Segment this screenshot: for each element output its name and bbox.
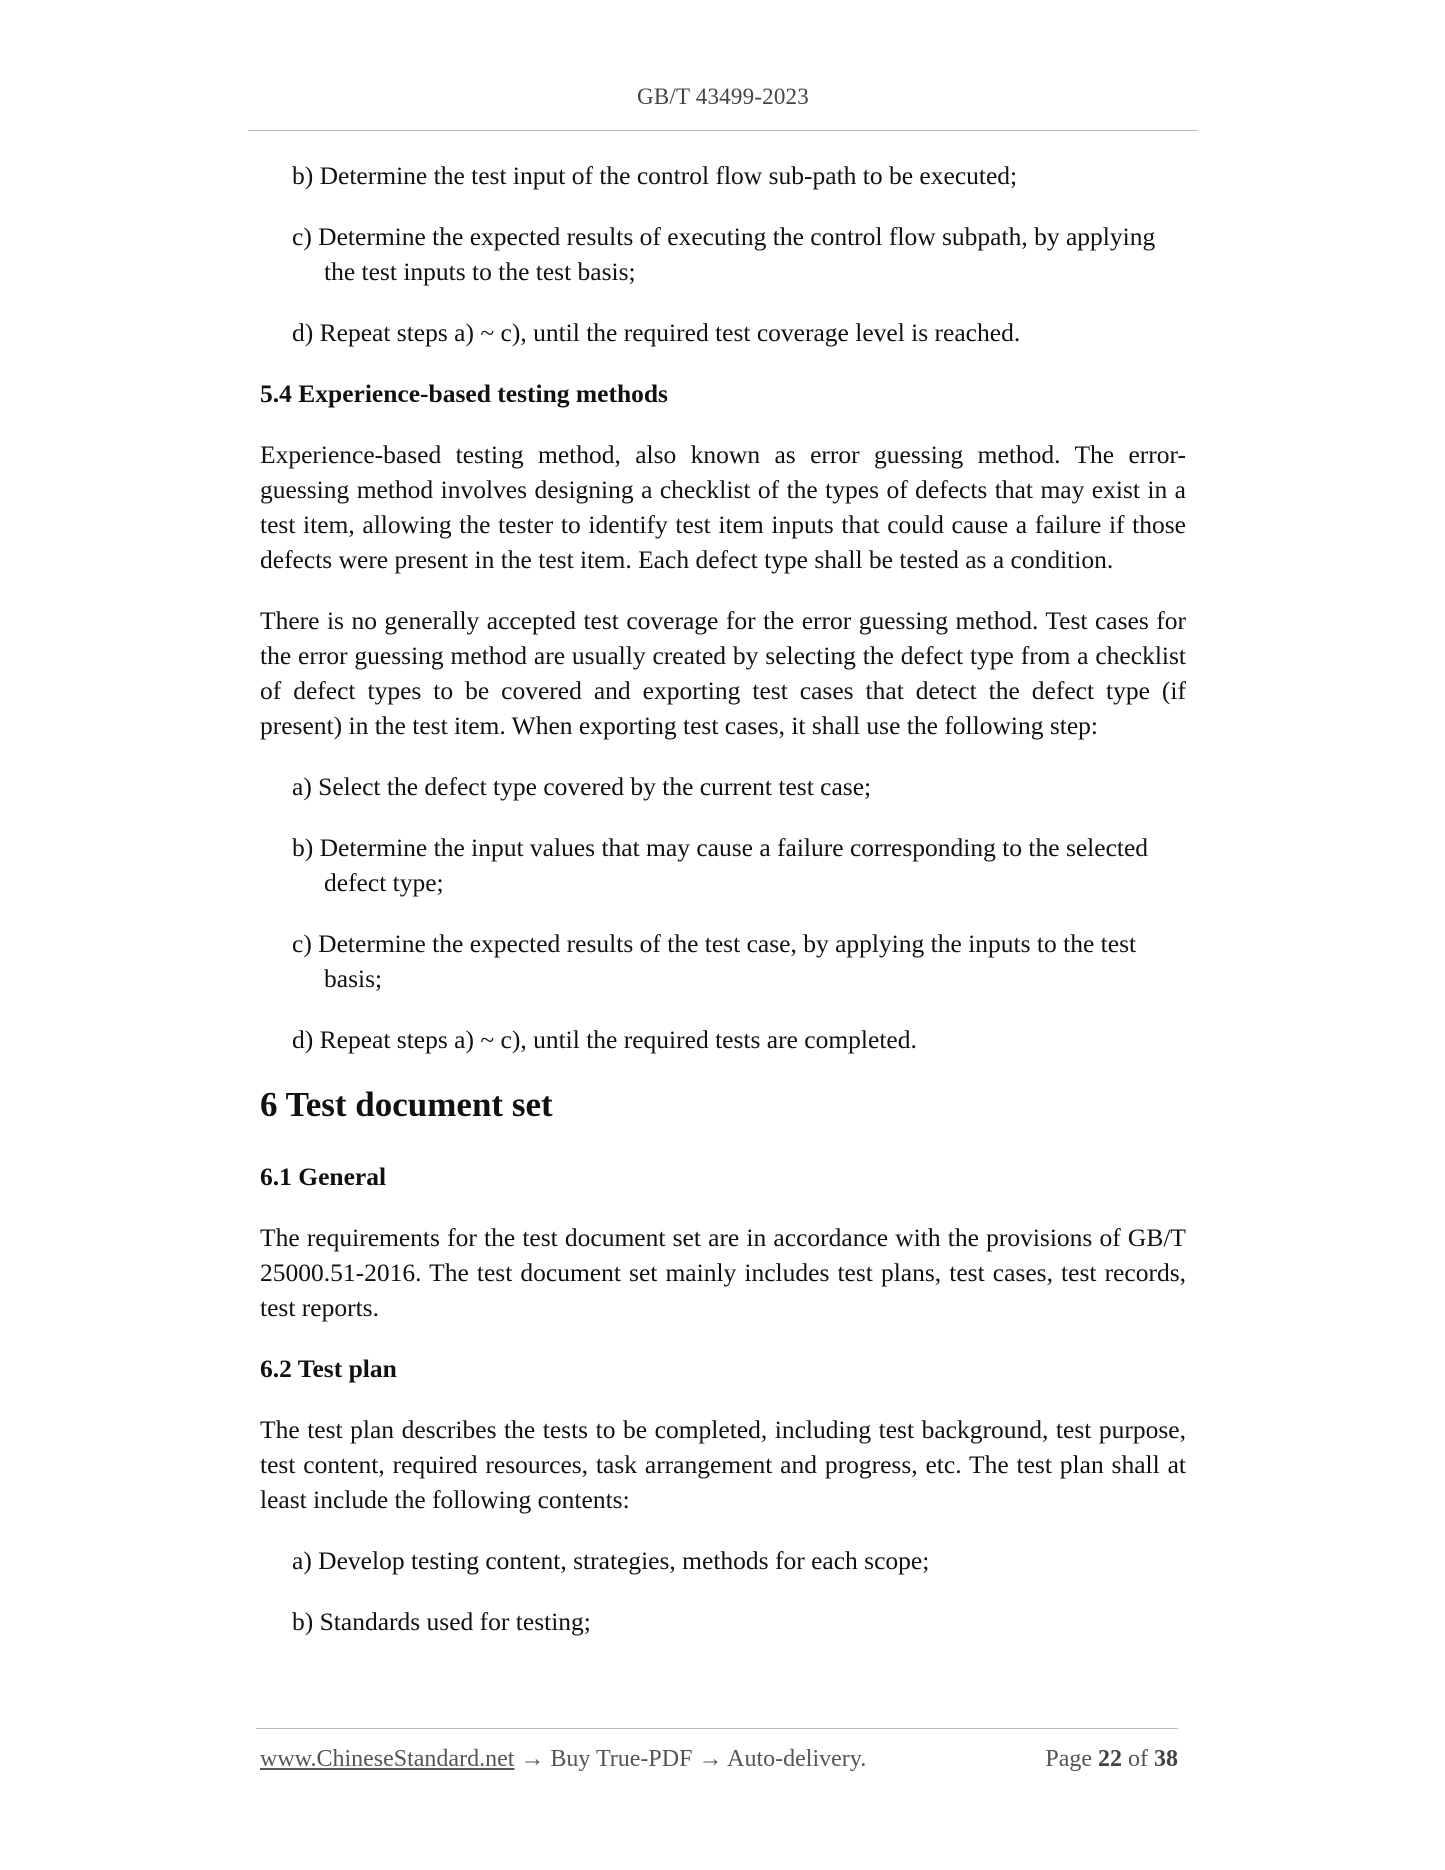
list-item: c) Determine the expected results of executing the control flow subpath, by applying the test inputs to the test basis; <box>292 222 1156 286</box>
buy-pdf-text: Buy True-PDF <box>550 1746 693 1772</box>
list-item: a) Develop testing content, strategies, methods for each scope; <box>292 1546 930 1575</box>
site-link[interactable]: www.ChineseStandard.net <box>260 1746 515 1772</box>
page-header: GB/T 43499-2023 <box>637 84 809 109</box>
paragraph: The requirements for the test document set are in accordance with the provisions of GB/T 25000.51-2016. The test document set mainly includes test plans, test cases, test records, test reports. <box>260 1223 1186 1322</box>
list-item: b) Standards used for testing; <box>292 1607 591 1636</box>
list-item: d) Repeat steps a) ~ c), until the required test coverage level is reached. <box>292 318 1021 347</box>
arrow-right-icon: → <box>692 1746 728 1772</box>
list-item: b) Determine the test input of the control flow sub-path to be executed; <box>292 161 1018 190</box>
list-item: b) Determine the input values that may cause a failure corresponding to the selected defect type; <box>292 833 1149 897</box>
paragraph: The test plan describes the tests to be completed, including test background, test purpose, test content, required resources, task arrangement and progress, etc. The test plan shall at least include the following contents: <box>260 1415 1186 1514</box>
page-word: Page <box>1045 1746 1092 1772</box>
of-word: of <box>1128 1746 1148 1772</box>
paragraph: Experience-based testing method, also known as error guessing method. The error-guessing method involves designing a checklist of the types of defects that may exist in a test item, allowing the tester to identify test item inputs that could cause a failure if those defects were present in the test item. Each defect type shall be tested as a condition. <box>260 440 1186 574</box>
section-heading-6-2: 6.2 Test plan <box>260 1354 397 1383</box>
paragraph: There is no generally accepted test coverage for the error guessing method. Test cases for the error guessing method are usually created by selecting the defect type from a checklist of defect types to be covered and exporting test cases that detect the defect type (if present) in the test item. When exporting test cases, it shall use the following step: <box>260 606 1186 740</box>
current-page: 22 <box>1098 1746 1122 1772</box>
chapter-heading-6: 6 Test document set <box>260 1085 553 1124</box>
section-heading-6-1: 6.1 General <box>260 1162 387 1191</box>
section-heading-5-4: 5.4 Experience-based testing methods <box>260 379 668 408</box>
total-pages: 38 <box>1154 1746 1178 1772</box>
list-item: d) Repeat steps a) ~ c), until the required tests are completed. <box>292 1025 917 1054</box>
header-divider <box>248 130 1198 131</box>
footer-divider <box>256 1728 1178 1729</box>
list-item: c) Determine the expected results of the test case, by applying the inputs to the test basis; <box>292 929 1137 993</box>
page-content <box>260 158 1186 1665</box>
auto-delivery-text: Auto-delivery. <box>727 1746 867 1772</box>
list-item: a) Select the defect type covered by the current test case; <box>292 772 872 801</box>
arrow-right-icon: → <box>514 1746 551 1772</box>
footer-links <box>260 1746 866 1773</box>
page-number <box>1045 1746 1178 1773</box>
